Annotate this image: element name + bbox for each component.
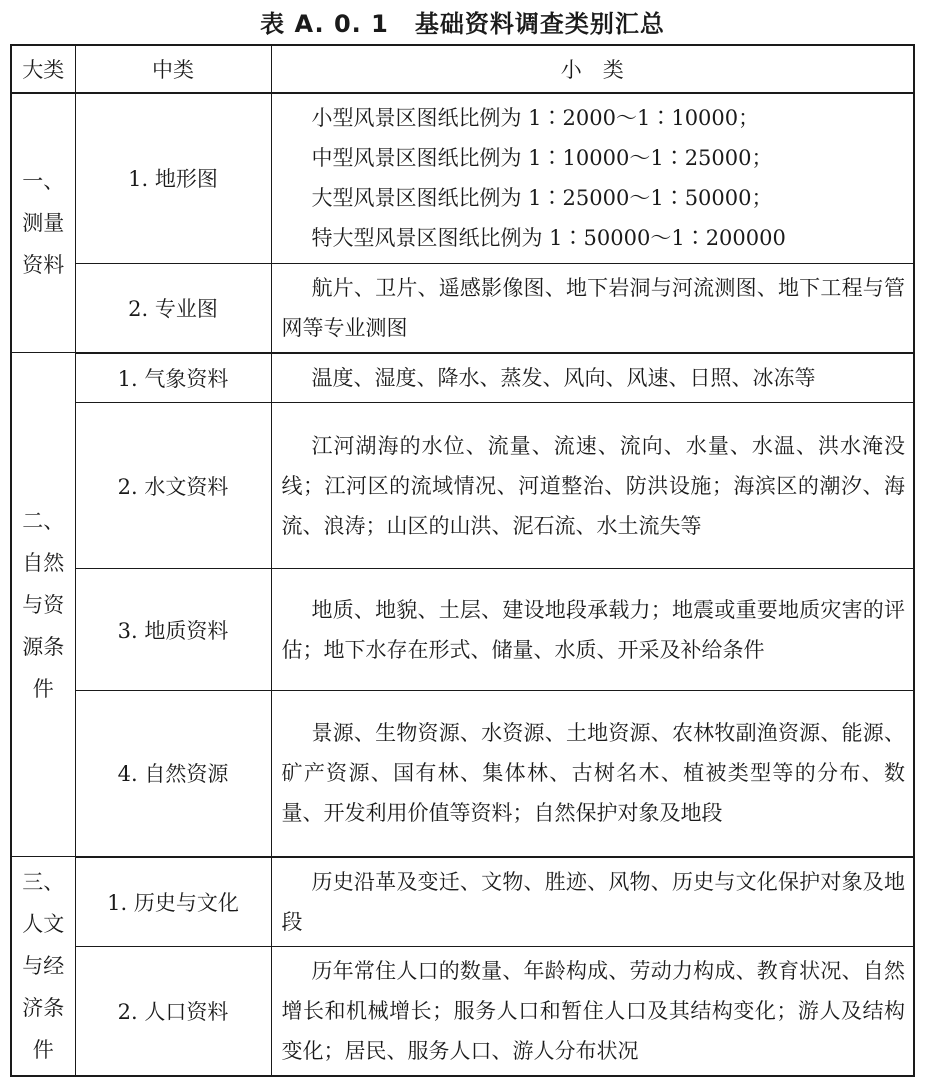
table-number: 表 A. 0. 1 (260, 10, 389, 38)
mid-category: 2. 人口资料 (75, 946, 271, 1076)
major-category: 三、 人文 与经 济条 件 (11, 857, 75, 1076)
sub-category-list: 地质、地貌、土层、建设地段承载力；地震或重要地质灾害的评估；地下水存在形式、储量、水质、开采及补给条件 (271, 569, 914, 691)
sub-category-list: 历史沿革及变迁、文物、胜迹、风物、历史与文化保护对象及地段 (271, 857, 914, 947)
sub-category-list: 小型风景区图纸比例为 1∶2000～1∶10000； 中型风景区图纸比例为 1∶10000～1∶25000； 大型风景区图纸比例为 1∶25000～1∶50000； 特大型风景区图纸比例为 1∶50000～1∶200000 (271, 93, 914, 263)
sub-category-list: 景源、生物资源、水资源、土地资源、农林牧副渔资源、能源、矿产资源、国有林、集体林、古树名木、植被类型等的分布、数量、开发利用价值等资料；自然保护对象及地段 (271, 691, 914, 857)
table-row (11, 403, 914, 569)
sub-category-list: 历年常住人口的数量、年龄构成、劳动力构成、教育状况、自然增长和机械增长；服务人口和暂住人口及其结构变化；游人及结构变化；居民、服务人口、游人分布状况 (271, 946, 914, 1076)
header-major: 大类 (11, 45, 75, 93)
major-category: 二、 自然 与资 源条 件 (11, 353, 75, 857)
sub-category-list: 江河湖海的水位、流量、流速、流向、水量、水温、洪水淹没线；江河区的流域情况、河道整治、防洪设施；海滨区的潮汐、海流、浪涛；山区的山洪、泥石流、水土流失等 (271, 403, 914, 569)
header-mid: 中类 (75, 45, 271, 93)
header-small: 小 类 (271, 45, 914, 93)
table-row (11, 263, 914, 353)
header-row (11, 45, 914, 93)
mid-category: 2. 水文资料 (75, 403, 271, 569)
table-row (11, 691, 914, 857)
survey-category-table (10, 44, 915, 1077)
mid-category: 1. 历史与文化 (75, 857, 271, 947)
table-row (11, 93, 914, 263)
mid-category: 3. 地质资料 (75, 569, 271, 691)
mid-category: 1. 地形图 (75, 93, 271, 263)
sub-category-list: 航片、卫片、遥感影像图、地下岩洞与河流测图、地下工程与管网等专业测图 (271, 263, 914, 353)
sub-category-list: 温度、湿度、降水、蒸发、风向、风速、日照、冰冻等 (271, 353, 914, 403)
table-row (11, 946, 914, 1076)
mid-category: 4. 自然资源 (75, 691, 271, 857)
table-row (11, 353, 914, 403)
table-row (11, 857, 914, 947)
major-category: 一、 测量 资料 (11, 93, 75, 353)
mid-category: 2. 专业图 (75, 263, 271, 353)
table-title-text: 基础资料调查类别汇总 (414, 10, 665, 38)
table-row (11, 569, 914, 691)
table-title (0, 4, 925, 39)
mid-category: 1. 气象资料 (75, 353, 271, 403)
